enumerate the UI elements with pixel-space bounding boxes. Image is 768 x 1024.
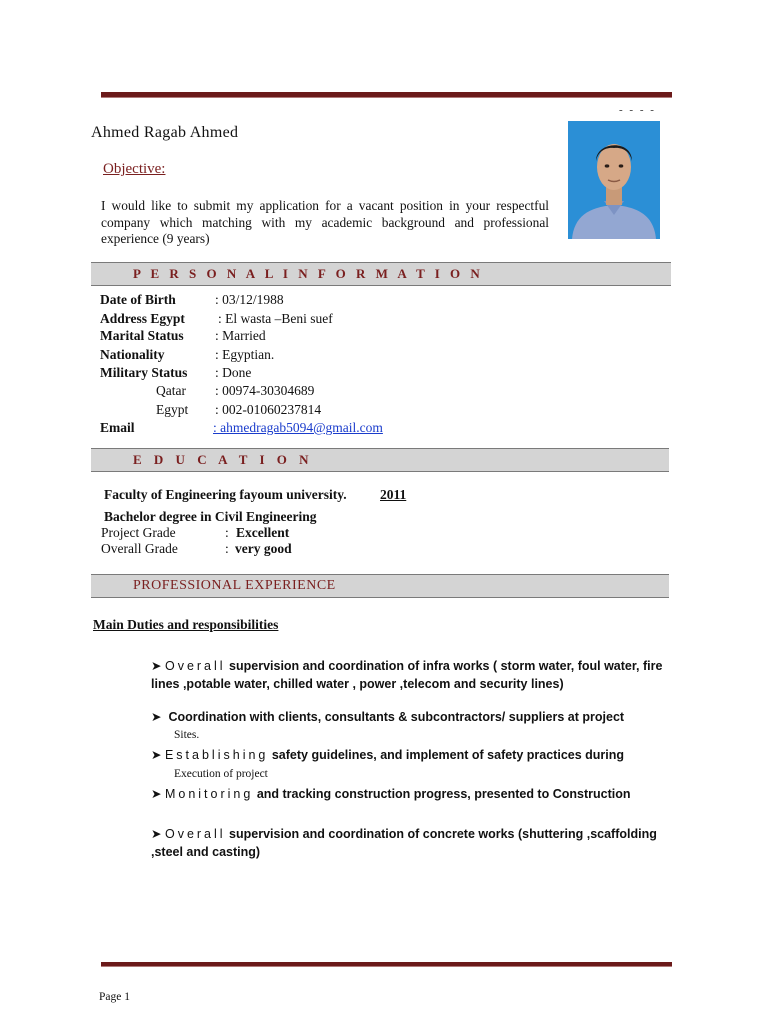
header-dashes: - - - - bbox=[619, 104, 656, 116]
qatar-phone-value: : 00974-30304689 bbox=[215, 383, 315, 398]
address-value: : El wasta –Beni suef bbox=[218, 311, 333, 326]
duty-item bbox=[151, 657, 686, 693]
duty-lead: Monitoring bbox=[164, 787, 254, 801]
education-heading: E D U C A T I O N bbox=[133, 452, 314, 467]
arrow-bullet-icon: ➤ bbox=[151, 710, 162, 724]
duties-title: Main Duties and responsibilities bbox=[93, 617, 279, 632]
duty-item bbox=[151, 825, 686, 861]
marital-status-value: : Married bbox=[215, 328, 266, 343]
education-bar bbox=[91, 448, 669, 472]
person-portrait-icon bbox=[568, 121, 660, 239]
degree-name: Bachelor degree in Civil Engineering bbox=[104, 509, 317, 524]
professional-experience-bar bbox=[91, 574, 669, 598]
overall-grade-label: Overall Grade bbox=[101, 541, 178, 556]
overall-grade-value: very good bbox=[235, 541, 292, 556]
page-number: Page 1 bbox=[99, 991, 130, 1003]
duty-text: Coordination with clients, consultants & subcontractors/ suppliers at project bbox=[168, 710, 625, 724]
email-label: Email bbox=[100, 420, 135, 435]
email-link[interactable]: : ahmedragab5094@gmail.com bbox=[213, 420, 383, 435]
duty-text: supervision and coordination of infra works ( storm water, foul water, fire lines ,potable water, chilled water , power ,telecom and security lines) bbox=[151, 659, 663, 691]
marital-status-label: Marital Status bbox=[100, 328, 184, 343]
faculty-name: Faculty of Engineering fayoum university. bbox=[104, 487, 347, 502]
duty-text: safety guidelines, and implement of safety practices during bbox=[268, 748, 625, 762]
military-status-label: Military Status bbox=[100, 365, 188, 380]
nationality-label: Nationality bbox=[100, 347, 165, 362]
dob-value: : 03/12/1988 bbox=[215, 292, 284, 307]
address-label: Address Egypt bbox=[100, 311, 185, 326]
arrow-bullet-icon: ➤ bbox=[151, 787, 162, 801]
profile-photo bbox=[568, 121, 660, 239]
nationality-value: : Egyptian. bbox=[215, 347, 275, 362]
duty-lead: Establishing bbox=[164, 748, 269, 762]
duty-item bbox=[151, 746, 686, 764]
personal-information-heading: P E R S O N A L I N F O R M A T I O N bbox=[133, 266, 484, 281]
arrow-bullet-icon: ➤ bbox=[151, 748, 162, 762]
project-grade-label: Project Grade bbox=[101, 525, 176, 540]
footer-rule bbox=[101, 962, 672, 967]
duty-text: supervision and coordination of concrete works (shuttering ,scaffolding ,steel and casting) bbox=[151, 827, 657, 859]
arrow-bullet-icon: ➤ bbox=[151, 659, 162, 673]
professional-experience-heading: PROFESSIONAL EXPERIENCE bbox=[133, 578, 336, 593]
header-rule bbox=[101, 92, 672, 98]
overall-grade-colon: : bbox=[225, 541, 229, 556]
duty-text: and tracking construction progress, presented to Construction bbox=[253, 787, 631, 801]
military-status-value: : Done bbox=[215, 365, 252, 380]
egypt-phone-label: Egypt bbox=[156, 402, 189, 417]
candidate-name: Ahmed Ragab Ahmed bbox=[91, 124, 239, 141]
dob-label: Date of Birth bbox=[100, 292, 176, 307]
project-grade-colon: : bbox=[225, 525, 229, 540]
project-grade-value: Excellent bbox=[236, 525, 290, 540]
qatar-phone-label: Qatar bbox=[156, 383, 186, 398]
duty-subtext: Sites. bbox=[174, 729, 200, 741]
duty-item bbox=[151, 785, 686, 803]
duty-lead: Overall bbox=[164, 827, 226, 841]
personal-information-bar bbox=[91, 262, 671, 286]
duty-item bbox=[151, 708, 686, 726]
graduation-year: 2011 bbox=[380, 487, 407, 502]
egypt-phone-value: : 002-01060237814 bbox=[215, 402, 322, 417]
objective-text: I would like to submit my application for a vacant position in your respectful company which matching with my academic background and professional experience (9 years) bbox=[101, 198, 549, 246]
duty-lead: Overall bbox=[164, 659, 226, 673]
duty-subtext: Execution of project bbox=[174, 768, 268, 780]
arrow-bullet-icon: ➤ bbox=[151, 827, 162, 841]
objective-heading: Objective: bbox=[103, 161, 166, 177]
